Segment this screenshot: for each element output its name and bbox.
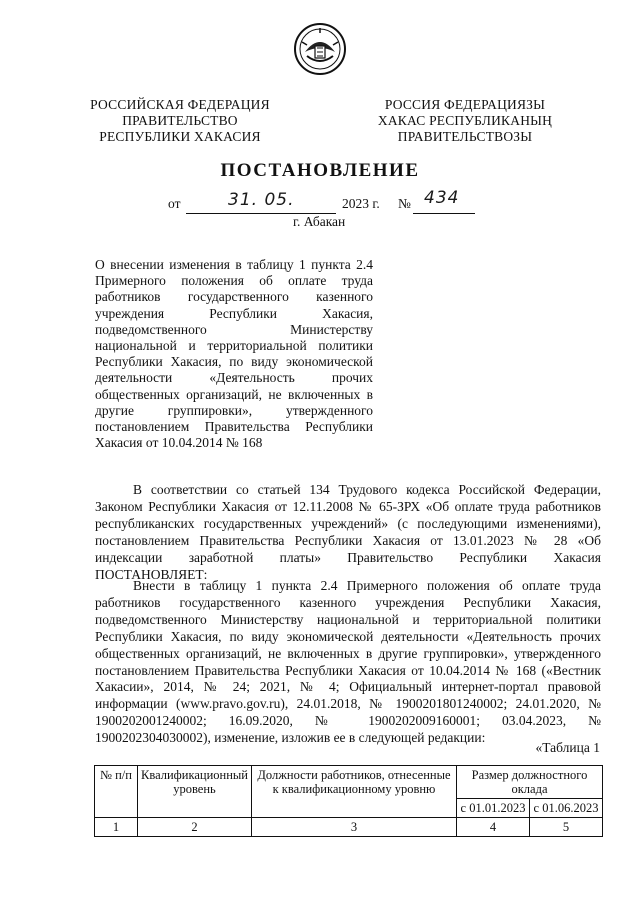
col-header-level: Квалификационный уровень: [138, 766, 252, 818]
handwritten-date: 31. 05.: [228, 190, 295, 210]
table-header-row: [95, 766, 603, 799]
year-label: 2023 г.: [342, 196, 380, 211]
city: г. Абакан: [293, 214, 346, 229]
table-cell: 1: [95, 818, 138, 837]
col-header-salary: Размер должностного оклада: [456, 766, 602, 799]
number-label: №: [398, 196, 411, 211]
preamble-paragraph: В соответствии со статьей 134 Трудового кодекса Российской Федерации, Законом Республики Хакасия от 12.11.2008 № 65-ЗРХ «Об оплате труда работников республиканских государственных учреждений» (с последующими изменениями), постановлением Правительства Республики Хакасия от 13.01.2023 № 28 «Об индексации заработной платы» Правительство Республики Хакасия ПОСТАНОВЛЯЕТ:: [95, 482, 601, 582]
header-left-line-1: РОССИЙСКАЯ ФЕДЕРАЦИЯ: [90, 97, 270, 112]
table-cell: 4: [456, 818, 529, 837]
header-left: [85, 97, 275, 145]
header-left-line-2: ПРАВИТЕЛЬСТВО: [122, 113, 238, 128]
header-right: [365, 97, 565, 145]
header-right-line-1: РОССИЯ ФЕДЕРАЦИЯЗЫ: [384, 97, 546, 112]
header-right-line-2: ХАКАС РЕСПУБЛИКАНЫҢ: [377, 113, 553, 128]
col-header-date-2: с 01.06.2023: [529, 799, 602, 818]
subject-block: О внесении изменения в таблицу 1 пункта 2.4 Примерного положения об оплате труда работников государственного казенного учреждения Республики Хакасия, подведомственного Министерству национальной и территориальной политики Республики Хакасия, по виду экономической деятельности «Деятельность прочих общественных организаций, не включенных в другие группировки», утвержденного постановлением Правительства Республики Хакасия от 10.04.2014 № 168: [95, 257, 373, 451]
khakassia-coat-of-arms-icon: [293, 22, 347, 76]
document-title: ПОСТАНОВЛЕНИЕ: [220, 160, 420, 181]
table-cell: 2: [138, 818, 252, 837]
table-cell: 3: [251, 818, 456, 837]
handwritten-number: 434: [424, 188, 460, 208]
table-reference: «Таблица 1: [535, 740, 600, 755]
col-header-positions: Должности работников, отнесенные к квалификационному уровню: [251, 766, 456, 818]
resolution-paragraph: Внести в таблицу 1 пункта 2.4 Примерного положения об оплате труда работников государственного казенного учреждения Республики Хакасия, подведомственного Министерству национальной и территориальной политики Республики Хакасия, по виду экономической деятельности «Деятельность прочих общественных организаций, не включенных в другие группировки», утвержденного постановлением Правительства Республики Хакасия от 10.04.2014 № 168 («Вестник Хакасии», 2014, № 24; 2021, № 4; Официальный интернет-портал правовой информации (www.pravo.gov.ru), 24.01.2018, № 1900201801240002; 24.01.2020, № 1900202001240002; 16.09.2020, № 1900202009160001; 03.04.2023, № 1900202304030002), изменение, изложив ее в следующей редакции:: [95, 578, 601, 746]
col-header-date-1: с 01.01.2023: [456, 799, 529, 818]
header-left-line-3: РЕСПУБЛИКИ ХАКАСИЯ: [99, 129, 261, 144]
table-row: [95, 818, 603, 837]
table-cell: 5: [529, 818, 602, 837]
col-header-number: № п/п: [95, 766, 138, 818]
salary-table: [94, 765, 603, 837]
header-right-line-3: ПРАВИТЕЛЬСТВОЗЫ: [397, 129, 533, 144]
date-from-label: от: [168, 196, 181, 211]
